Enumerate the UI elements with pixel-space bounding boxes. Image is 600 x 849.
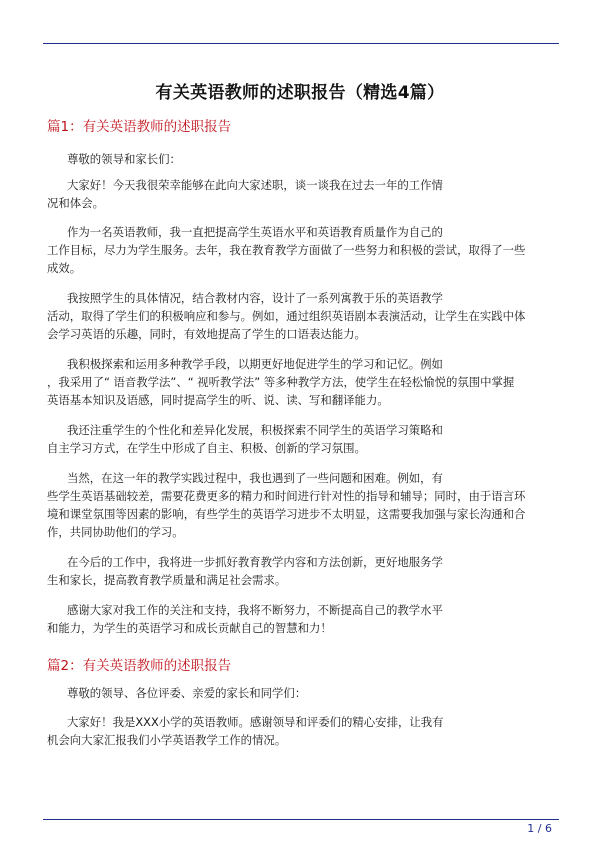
paragraph-line: 英语基本知识及语感，同时提高学生的听、说、读、写和翻译能力。 [47,393,389,407]
s1-paragraph-8 [47,601,559,637]
paragraph-line: 境和课堂氛围等因素的影响，有些学生的英语学习进步不太明显，这需要我加强与家长沟通和合 [47,507,526,521]
paragraph-line: 我积极探索和运用多种教学手段，以期更好地促进学生的学习和记忆。例如 [67,357,443,371]
page-indicator: 1 / 6 [527,822,552,835]
paragraph-line: 机会向大家汇报我们小学英语教学工作的情况。 [47,733,287,747]
paragraph-line: 我还注重学生的个性化和差异化发展，积极探索不同学生的英语学习策略和 [67,423,443,437]
s1-paragraph-2 [47,223,559,277]
header-rule [43,43,559,44]
s2-paragraph-1 [47,713,559,749]
document-title: 有关英语教师的述职报告（精选4篇） [155,83,445,103]
paragraph-line: 我按照学生的具体情况，结合教材内容，设计了一系列寓教于乐的英语教学 [67,291,443,305]
s1-paragraph-1 [47,176,559,212]
paragraph-line: 当然，在这一年的教学实践过程中，我也遇到了一些问题和困难。例如，有 [67,471,443,485]
greeting-1 [47,150,559,168]
section-heading-1: 篇1：有关英语教师的述职报告 [47,119,232,135]
s1-paragraph-4 [47,355,559,409]
paragraph-line: 况和体会。 [47,196,104,210]
paragraph-line: 些学生英语基础较差，需要花费更多的精力和时间进行针对性的指导和辅导；同时，由于语言环 [47,489,526,503]
paragraph-line: 生和家长，提高教育教学质量和满足社会需求。 [47,573,287,587]
section-heading-2: 篇2：有关英语教师的述职报告 [47,658,232,674]
paragraph-line: 工作目标，尽力为学生服务。去年，我在教育教学方面做了一些努力和积极的尝试，取得了一些 [47,243,526,257]
greeting-2 [47,684,559,702]
paragraph-line: 活动，取得了学生们的积极响应和参与。例如，通过组织英语剧本表演活动，让学生在实践中体 [47,309,526,323]
paragraph-line: 大家好！今天我很荣幸能够在此向大家述职，谈一谈我在过去一年的工作情 [67,178,443,192]
paragraph-line: 作，共同协助他们的学习。 [47,525,184,539]
s1-paragraph-5 [47,421,559,457]
s1-paragraph-3 [47,289,559,343]
paragraph-line: ，我采用了“ 语音教学法”、“ 视听教学法” 等多种教学方法，使学生在轻松愉悦的氛围中掌握 [47,375,515,389]
s1-paragraph-6 [47,469,559,541]
paragraph-line: 作为一名英语教师，我一直把提高学生英语水平和英语教育质量作为自己的 [67,225,443,239]
footer-rule [43,819,559,820]
paragraph-line: 和能力，为学生的英语学习和成长贡献自己的智慧和力！ [47,621,332,635]
s1-paragraph-7 [47,553,559,589]
paragraph-line: 感谢大家对我工作的关注和支持，我将不断努力，不断提高自己的教学水平 [67,603,443,617]
paragraph-line: 大家好！我是XXX小学的英语教师。感谢领导和评委们的精心安排，让我有 [67,715,444,729]
greeting-1-text: 尊敬的领导和家长们： [67,152,181,166]
greeting-2-text: 尊敬的领导、各位评委、亲爱的家长和同学们： [67,686,307,700]
paragraph-line: 会学习英语的乐趣，同时，有效地提高了学生的口语表达能力。 [47,327,366,341]
paragraph-line: 成效。 [47,261,82,275]
paragraph-line: 自主学习方式，在学生中形成了自主、积极、创新的学习氛围。 [47,441,366,455]
paragraph-line: 在今后的工作中，我将进一步抓好教育教学内容和方法创新，更好地服务学 [67,555,443,569]
